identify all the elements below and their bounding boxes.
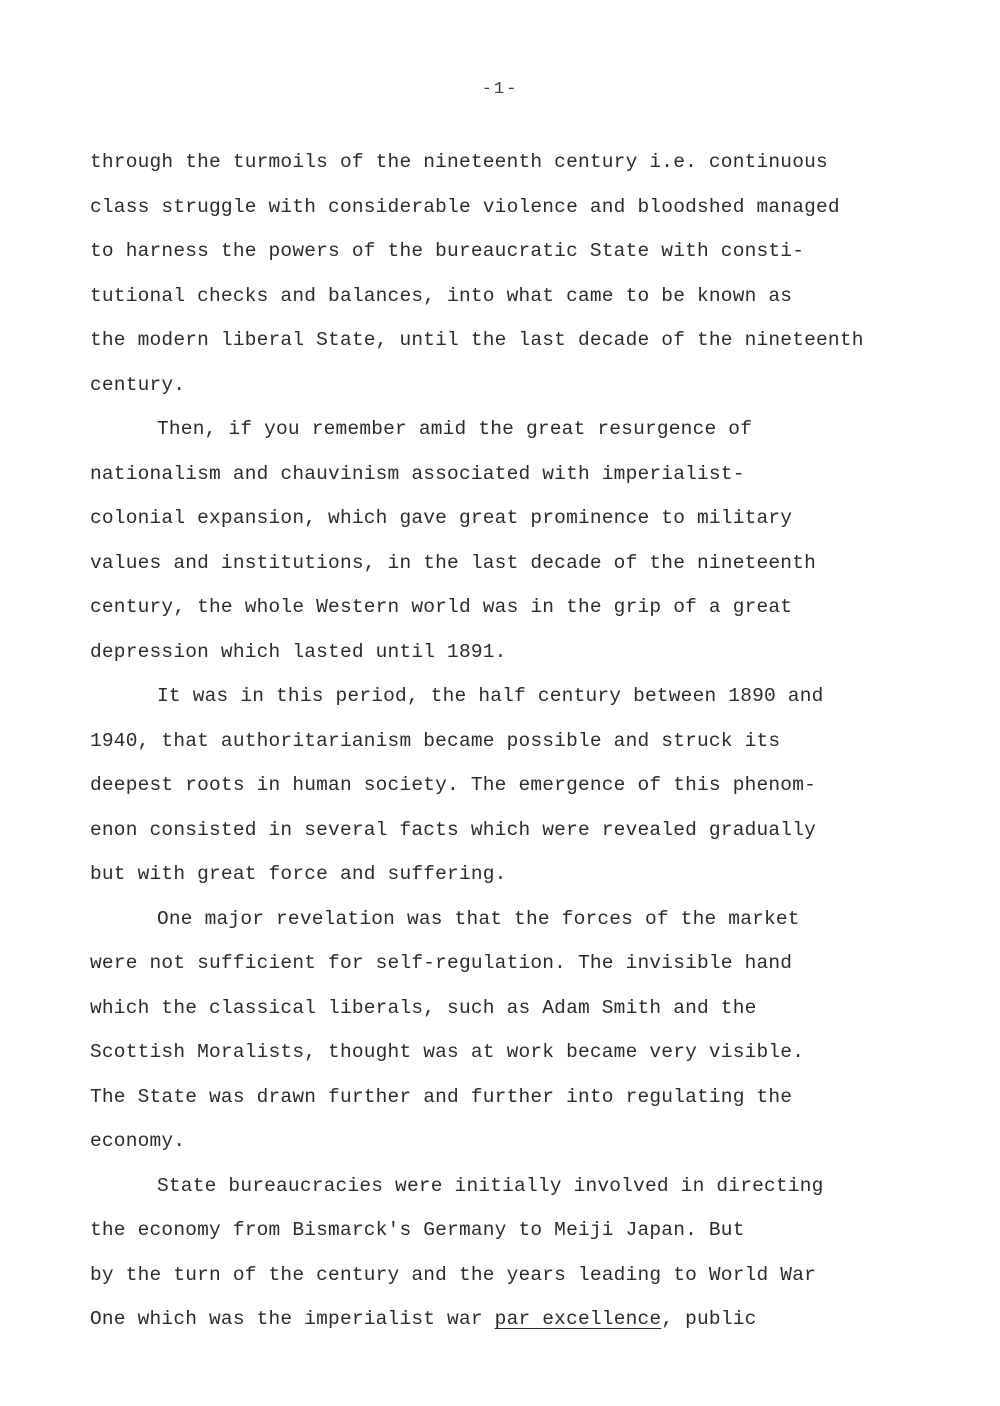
text-line-with-emphasis [90, 1297, 990, 1342]
paragraph-4 [90, 897, 990, 1164]
text-line: colonial expansion, which gave great prominence to military [90, 507, 793, 529]
text-line: the economy from Bismarck's Germany to Meiji Japan. But [90, 1219, 745, 1241]
text-line: by the turn of the century and the years leading to World War [90, 1263, 817, 1286]
paragraph-1 [90, 140, 990, 407]
text-line: to harness the powers of the bureaucratic State with consti- [90, 240, 805, 262]
text-line: Scottish Moralists, thought was at work became very visible. [90, 1041, 805, 1063]
text-line: enon consisted in several facts which were revealed gradually [90, 818, 817, 841]
text-line: through the turmoils of the nineteenth century i.e. continuous [90, 151, 828, 173]
text-line: deepest roots in human society. The emergence of this phenom- [90, 774, 817, 796]
text-line: 1940, that authoritarianism became possible and struck its [90, 729, 781, 752]
text-segment: One which was the imperialist war [90, 1308, 495, 1330]
text-line: State bureaucracies were initially involved in directing [157, 1174, 824, 1197]
text-line: class struggle with considerable violence and bloodshed managed [90, 195, 840, 218]
text-line: depression which lasted until 1891. [90, 640, 507, 663]
underlined-phrase: par excellence [494, 1308, 662, 1330]
text-line: It was in this period, the half century between 1890 and [157, 685, 824, 707]
document-body [90, 140, 990, 1342]
page-number: -1- [481, 80, 519, 99]
text-line: values and institutions, in the last decade of the nineteenth [90, 551, 817, 574]
text-line: but with great force and suffering. [90, 863, 507, 885]
text-line: nationalism and chauvinism associated with imperialist- [90, 462, 745, 485]
text-line: The State was drawn further and further into regulating the [90, 1085, 793, 1108]
text-line: tutional checks and balances, into what came to be known as [90, 284, 793, 307]
text-line: century, the whole Western world was in the grip of a great [90, 596, 793, 618]
text-line: the modern liberal State, until the last decade of the nineteenth [90, 329, 864, 351]
text-line: were not sufficient for self-regulation. The invisible hand [90, 952, 793, 974]
text-line: century. [90, 373, 186, 396]
text-line: One major revelation was that the forces of the market [157, 907, 800, 930]
text-line: which the classical liberals, such as Adam Smith and the [90, 996, 757, 1019]
paragraph-3 [90, 674, 990, 897]
paragraph-5 [90, 1164, 990, 1342]
text-segment: , public [661, 1308, 757, 1330]
text-line: Then, if you remember amid the great resurgence of [157, 418, 753, 440]
paragraph-2 [90, 407, 990, 674]
text-line: economy. [90, 1130, 186, 1152]
